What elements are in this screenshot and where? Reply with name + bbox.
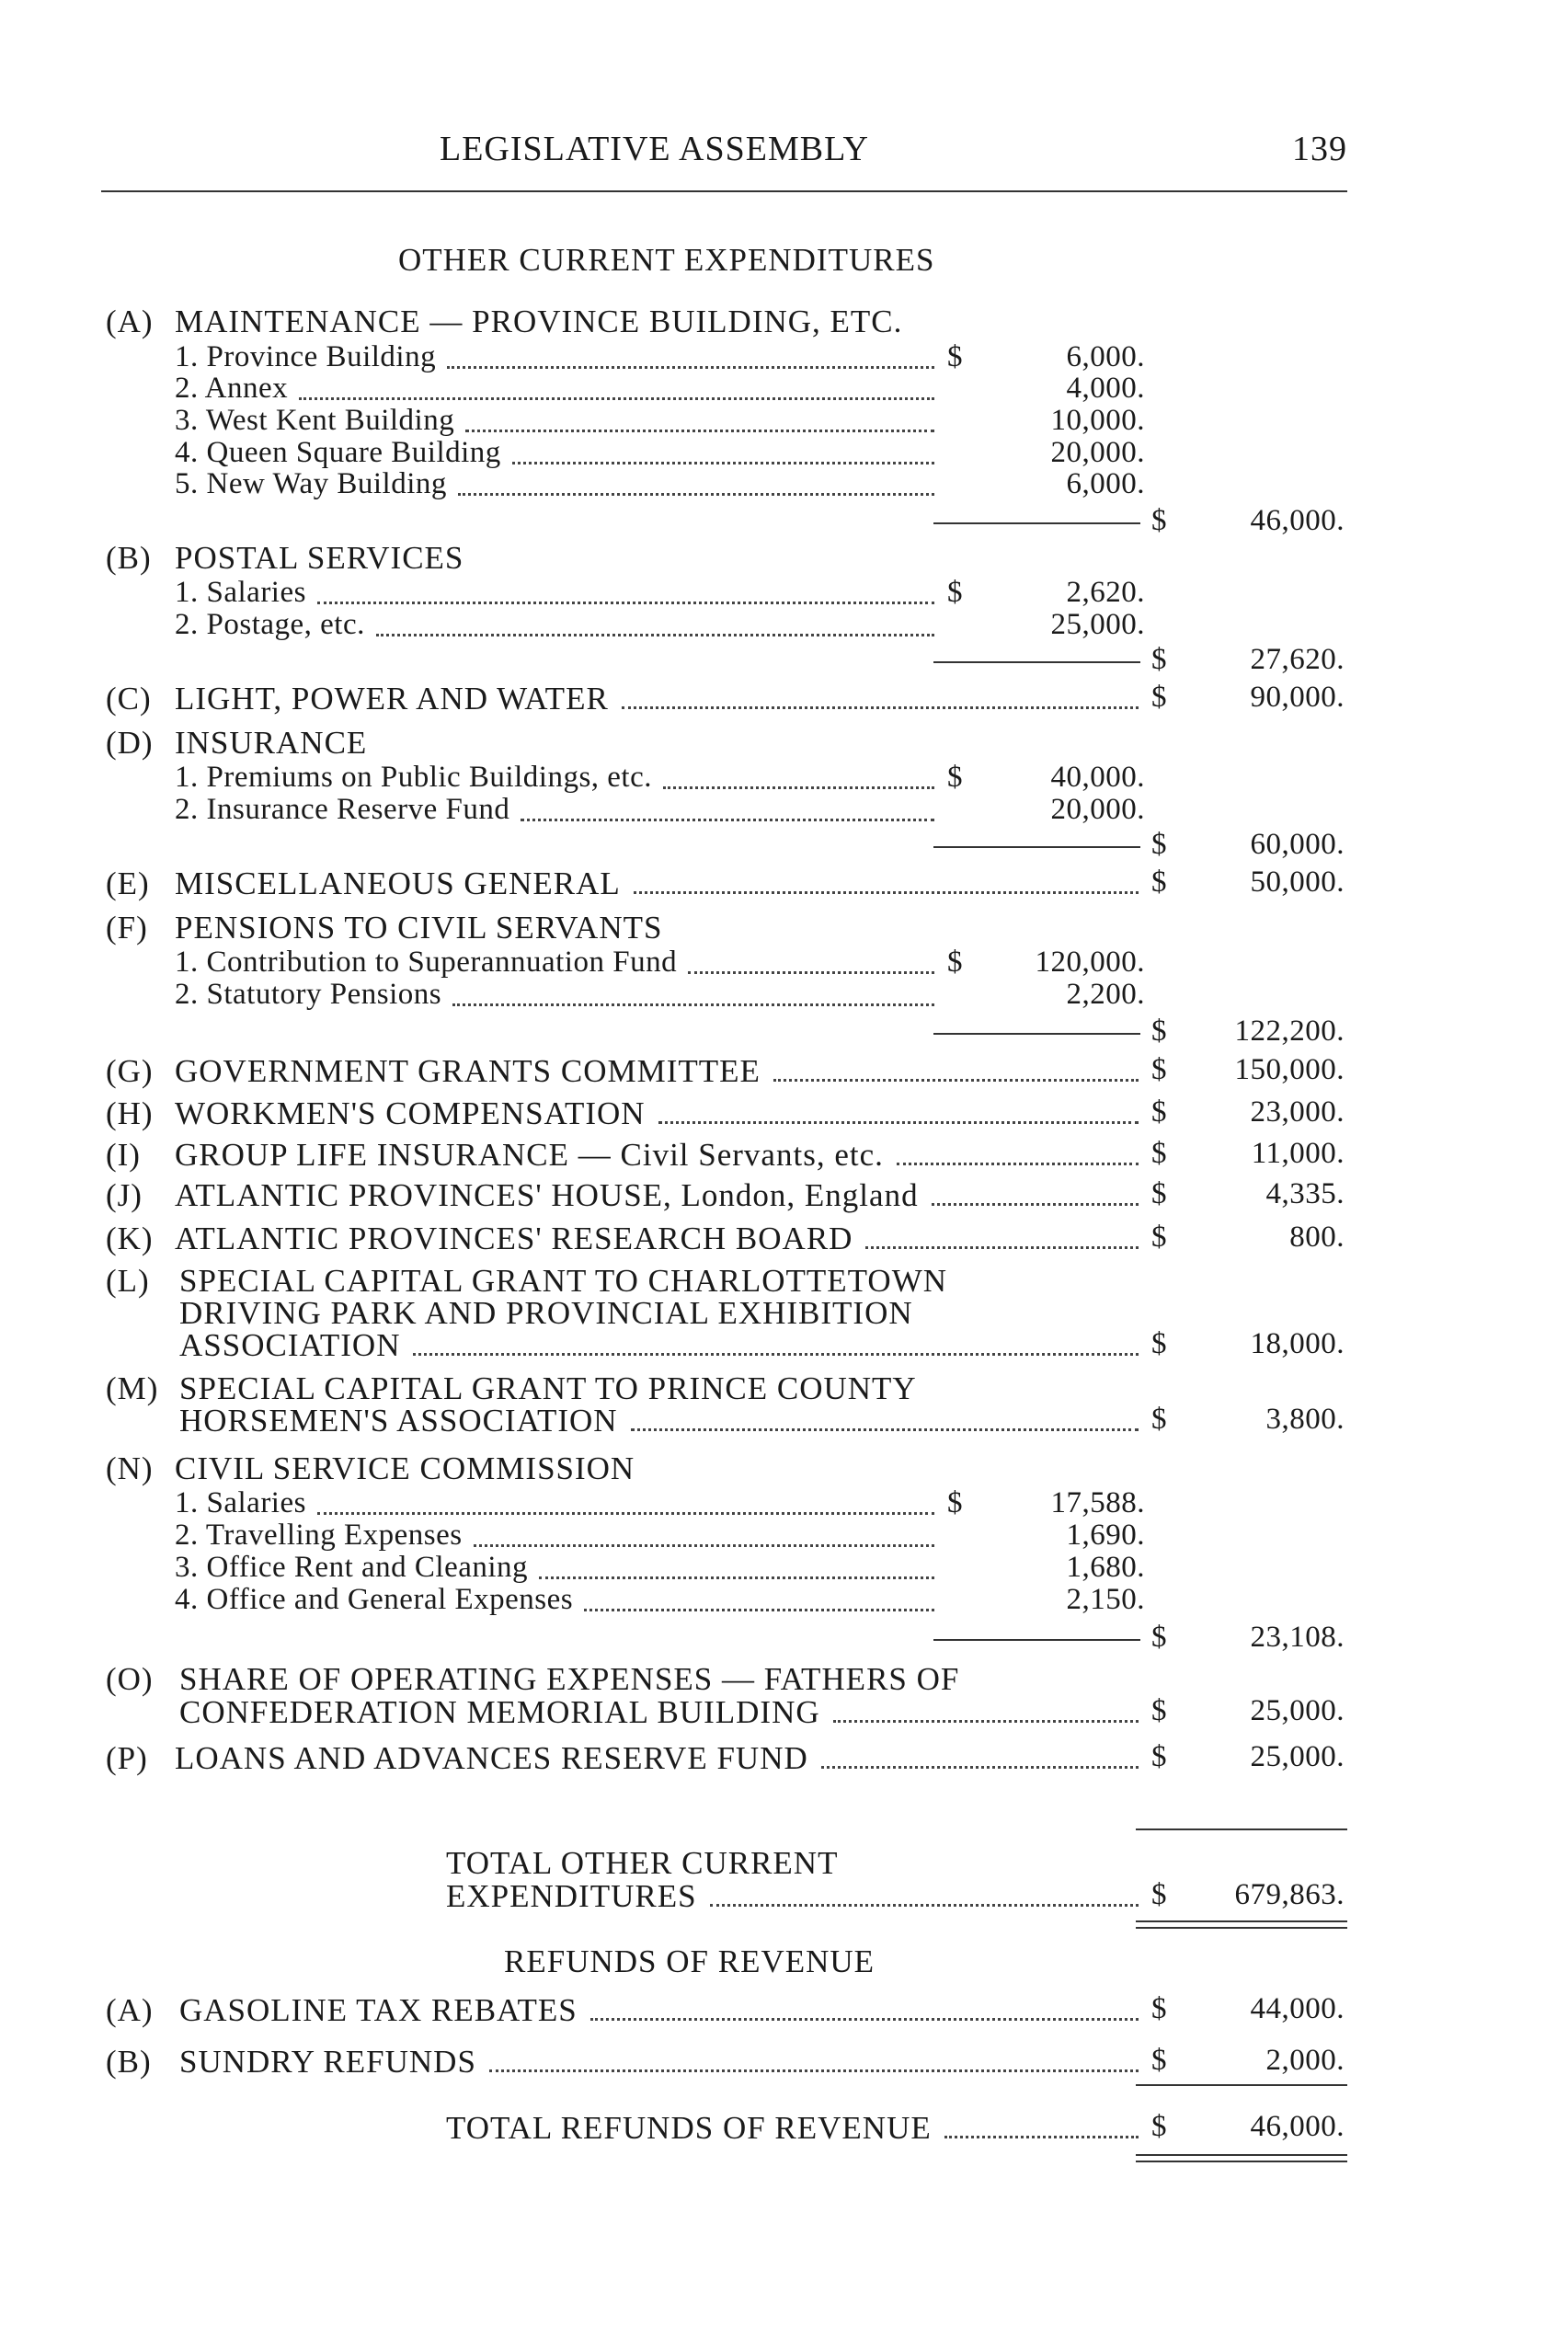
- section-letter: (D): [106, 725, 154, 761]
- section-title-line: SHARE OF OPERATING EXPENSES — FATHERS OF: [179, 1661, 960, 1697]
- section-letter: (B): [106, 540, 152, 576]
- section-total: 122,200.: [1234, 1015, 1345, 1048]
- section-heading: OTHER CURRENT EXPENDITURES: [398, 242, 935, 278]
- section-letter: (I): [106, 1137, 141, 1173]
- section-dollar-sign: $: [1151, 865, 1167, 899]
- item-amount: 40,000.: [1050, 761, 1145, 794]
- refund-dollar-sign: $: [1151, 1992, 1167, 2025]
- section-title-line: ASSOCIATION: [179, 1327, 401, 1363]
- item-dollar-sign: $: [947, 340, 963, 373]
- refunds-grand-total-amount: 46,000.: [1250, 2110, 1345, 2143]
- section-title: WORKMEN'S COMPENSATION: [175, 1095, 646, 1131]
- item-label: 1. Salaries: [175, 1486, 306, 1519]
- refund-title: GASOLINE TAX REBATES: [179, 1992, 578, 2028]
- refund-letter: (B): [106, 2044, 152, 2080]
- dotted-leader: [521, 811, 934, 821]
- page-header-title: LEGISLATIVE ASSEMBLY: [440, 130, 869, 168]
- dotted-leader: [590, 2011, 1139, 2021]
- refund-title: SUNDRY REFUNDS: [179, 2044, 476, 2080]
- dotted-leader: [413, 1346, 1139, 1356]
- section-title: PENSIONS TO CIVIL SERVANTS: [175, 910, 663, 946]
- section-title-line: CONFEDERATION MEMORIAL BUILDING: [179, 1694, 820, 1730]
- section-total: 60,000.: [1250, 828, 1345, 861]
- refund-total: 2,000.: [1265, 2044, 1345, 2077]
- dotted-leader: [658, 1114, 1139, 1124]
- item-dollar-sign: $: [947, 576, 963, 609]
- item-amount: 25,000.: [1050, 608, 1145, 641]
- dotted-leader: [622, 699, 1139, 709]
- refunds-grand-total-dollar-sign: $: [1151, 2110, 1167, 2143]
- item-dollar-sign: $: [947, 1486, 963, 1519]
- item-amount: 10,000.: [1050, 404, 1145, 437]
- item-dollar-sign: $: [947, 761, 963, 794]
- section-total: 11,000.: [1251, 1137, 1345, 1170]
- dotted-leader: [833, 1713, 1139, 1723]
- dotted-leader: [663, 779, 934, 789]
- item-amount: 1,690.: [1066, 1519, 1145, 1552]
- dotted-leader: [865, 1239, 1139, 1249]
- dotted-leader: [489, 2062, 1139, 2072]
- grand-total-label-line: EXPENDITURES: [446, 1878, 697, 1914]
- section-total: 23,108.: [1250, 1621, 1345, 1654]
- item-label: 1. Contribution to Superannuation Fund: [175, 946, 678, 979]
- dotted-leader: [710, 1897, 1139, 1907]
- section-title: POSTAL SERVICES: [175, 540, 464, 576]
- refunds-total-rule: [1136, 2084, 1347, 2086]
- grand-total-double-rule: [1136, 1920, 1347, 1929]
- section-total: 46,000.: [1250, 504, 1345, 537]
- dotted-leader: [465, 422, 934, 432]
- item-amount: 20,000.: [1050, 793, 1145, 826]
- section-title: INSURANCE: [175, 725, 368, 761]
- dotted-leader: [821, 1759, 1139, 1769]
- section-title: GROUP LIFE INSURANCE — Civil Servants, etc.: [175, 1137, 884, 1173]
- dotted-leader: [773, 1072, 1139, 1082]
- item-label: 2. Annex: [175, 372, 289, 405]
- section-letter: (L): [106, 1263, 150, 1299]
- total-rule: [1136, 1828, 1347, 1830]
- dotted-leader: [631, 1421, 1139, 1431]
- item-amount: 2,620.: [1066, 576, 1145, 609]
- item-label: 4. Office and General Expenses: [175, 1583, 574, 1616]
- section-dollar-sign: $: [1151, 1015, 1167, 1048]
- section-letter: (G): [106, 1053, 154, 1089]
- dotted-leader: [376, 626, 934, 636]
- section-total: 90,000.: [1250, 681, 1345, 714]
- item-amount: 1,680.: [1066, 1551, 1145, 1584]
- item-amount: 4,000.: [1066, 372, 1145, 405]
- subtotal-rule: [933, 1033, 1140, 1035]
- dotted-leader: [634, 884, 1139, 894]
- dotted-leader: [897, 1155, 1139, 1165]
- dotted-leader: [474, 1537, 934, 1547]
- section-letter: (J): [106, 1177, 143, 1213]
- section-dollar-sign: $: [1151, 1177, 1167, 1210]
- item-label: 2. Statutory Pensions: [175, 978, 442, 1011]
- section-dollar-sign: $: [1151, 504, 1167, 537]
- item-dollar-sign: $: [947, 946, 963, 979]
- section-title: MAINTENANCE — PROVINCE BUILDING, ETC.: [175, 304, 903, 339]
- item-label: 3. Office Rent and Cleaning: [175, 1551, 529, 1584]
- section-letter: (P): [106, 1740, 148, 1776]
- refund-dollar-sign: $: [1151, 2044, 1167, 2077]
- section-title: GOVERNMENT GRANTS COMMITTEE: [175, 1053, 761, 1089]
- section-dollar-sign: $: [1151, 1740, 1167, 1773]
- item-amount: 6,000.: [1066, 467, 1145, 500]
- section-total: 50,000.: [1250, 865, 1345, 899]
- item-label: 1. Province Building: [175, 340, 437, 373]
- section-dollar-sign: $: [1151, 1403, 1167, 1436]
- page-number: 139: [1292, 130, 1347, 168]
- subtotal-rule: [933, 661, 1140, 663]
- dotted-leader: [299, 390, 934, 400]
- section-title: MISCELLANEOUS GENERAL: [175, 865, 621, 901]
- subtotal-rule: [933, 1639, 1140, 1641]
- item-amount: 17,588.: [1050, 1486, 1145, 1519]
- item-label: 1. Salaries: [175, 576, 306, 609]
- section-letter: (M): [106, 1370, 159, 1406]
- item-amount: 2,150.: [1066, 1583, 1145, 1616]
- section-dollar-sign: $: [1151, 1053, 1167, 1086]
- header-rule: [101, 190, 1347, 192]
- section-total: 23,000.: [1250, 1095, 1345, 1129]
- dotted-leader: [317, 1505, 934, 1515]
- section-total: 18,000.: [1250, 1327, 1345, 1360]
- section-dollar-sign: $: [1151, 1694, 1167, 1727]
- subtotal-rule: [933, 846, 1140, 848]
- section-total: 3,800.: [1265, 1403, 1345, 1436]
- section-letter: (E): [106, 865, 150, 901]
- dotted-leader: [512, 454, 934, 464]
- section-total: 25,000.: [1250, 1740, 1345, 1773]
- section-title-line: HORSEMEN'S ASSOCIATION: [179, 1403, 618, 1439]
- subtotal-rule: [933, 522, 1140, 524]
- refund-letter: (A): [106, 1992, 154, 2028]
- item-label: 2. Insurance Reserve Fund: [175, 793, 510, 826]
- dotted-leader: [539, 1569, 934, 1579]
- dotted-leader: [584, 1601, 934, 1611]
- section-title-line: DRIVING PARK AND PROVINCIAL EXHIBITION: [179, 1295, 913, 1331]
- section-title-line: SPECIAL CAPITAL GRANT TO CHARLOTTETOWN: [179, 1263, 948, 1299]
- section-dollar-sign: $: [1151, 1621, 1167, 1654]
- dotted-leader: [944, 2128, 1139, 2138]
- section-dollar-sign: $: [1151, 681, 1167, 714]
- section-dollar-sign: $: [1151, 1221, 1167, 1254]
- section-total: 150,000.: [1234, 1053, 1345, 1086]
- item-amount: 2,200.: [1066, 978, 1145, 1011]
- section-dollar-sign: $: [1151, 1095, 1167, 1129]
- section-title: ATLANTIC PROVINCES' RESEARCH BOARD: [175, 1221, 853, 1256]
- section-letter: (H): [106, 1095, 154, 1131]
- item-amount: 20,000.: [1050, 436, 1145, 469]
- dotted-leader: [932, 1196, 1139, 1206]
- section-dollar-sign: $: [1151, 1327, 1167, 1360]
- section-letter: (A): [106, 304, 154, 339]
- section-letter: (N): [106, 1450, 154, 1486]
- item-amount: 120,000.: [1035, 946, 1145, 979]
- section-title: LIGHT, POWER AND WATER: [175, 681, 609, 716]
- section-letter: (O): [106, 1661, 154, 1697]
- dotted-leader: [317, 594, 934, 604]
- section-title-line: SPECIAL CAPITAL GRANT TO PRINCE COUNTY: [179, 1370, 917, 1406]
- dotted-leader: [688, 964, 934, 974]
- section-dollar-sign: $: [1151, 1137, 1167, 1170]
- section-title: CIVIL SERVICE COMMISSION: [175, 1450, 635, 1486]
- section-title: ATLANTIC PROVINCES' HOUSE, London, England: [175, 1177, 919, 1213]
- item-label: 2. Postage, etc.: [175, 608, 365, 641]
- section-letter: (K): [106, 1221, 154, 1256]
- dotted-leader: [447, 359, 934, 369]
- section-dollar-sign: $: [1151, 828, 1167, 861]
- dotted-leader: [452, 996, 934, 1006]
- item-label: 2. Travelling Expenses: [175, 1519, 463, 1552]
- section-letter: (F): [106, 910, 148, 946]
- item-label: 4. Queen Square Building: [175, 436, 501, 469]
- section-title: LOANS AND ADVANCES RESERVE FUND: [175, 1740, 808, 1776]
- section-letter: (C): [106, 681, 152, 716]
- item-label: 1. Premiums on Public Buildings, etc.: [175, 761, 652, 794]
- section-total: 25,000.: [1250, 1694, 1345, 1727]
- section-total: 800.: [1289, 1221, 1345, 1254]
- refunds-grand-total-label: TOTAL REFUNDS OF REVENUE: [446, 2110, 932, 2146]
- dotted-leader: [458, 486, 934, 496]
- section-total: 27,620.: [1250, 643, 1345, 676]
- grand-total-amount: 679,863.: [1234, 1878, 1345, 1911]
- section-total: 4,335.: [1265, 1177, 1345, 1210]
- section-dollar-sign: $: [1151, 643, 1167, 676]
- refunds-double-rule: [1136, 2154, 1347, 2162]
- refunds-heading: REFUNDS OF REVENUE: [504, 1943, 876, 1979]
- grand-total-label-line: TOTAL OTHER CURRENT: [446, 1845, 839, 1881]
- item-amount: 6,000.: [1066, 340, 1145, 373]
- item-label: 3. West Kent Building: [175, 404, 455, 437]
- item-label: 5. New Way Building: [175, 467, 447, 500]
- refund-total: 44,000.: [1250, 1992, 1345, 2025]
- grand-total-dollar-sign: $: [1151, 1878, 1167, 1911]
